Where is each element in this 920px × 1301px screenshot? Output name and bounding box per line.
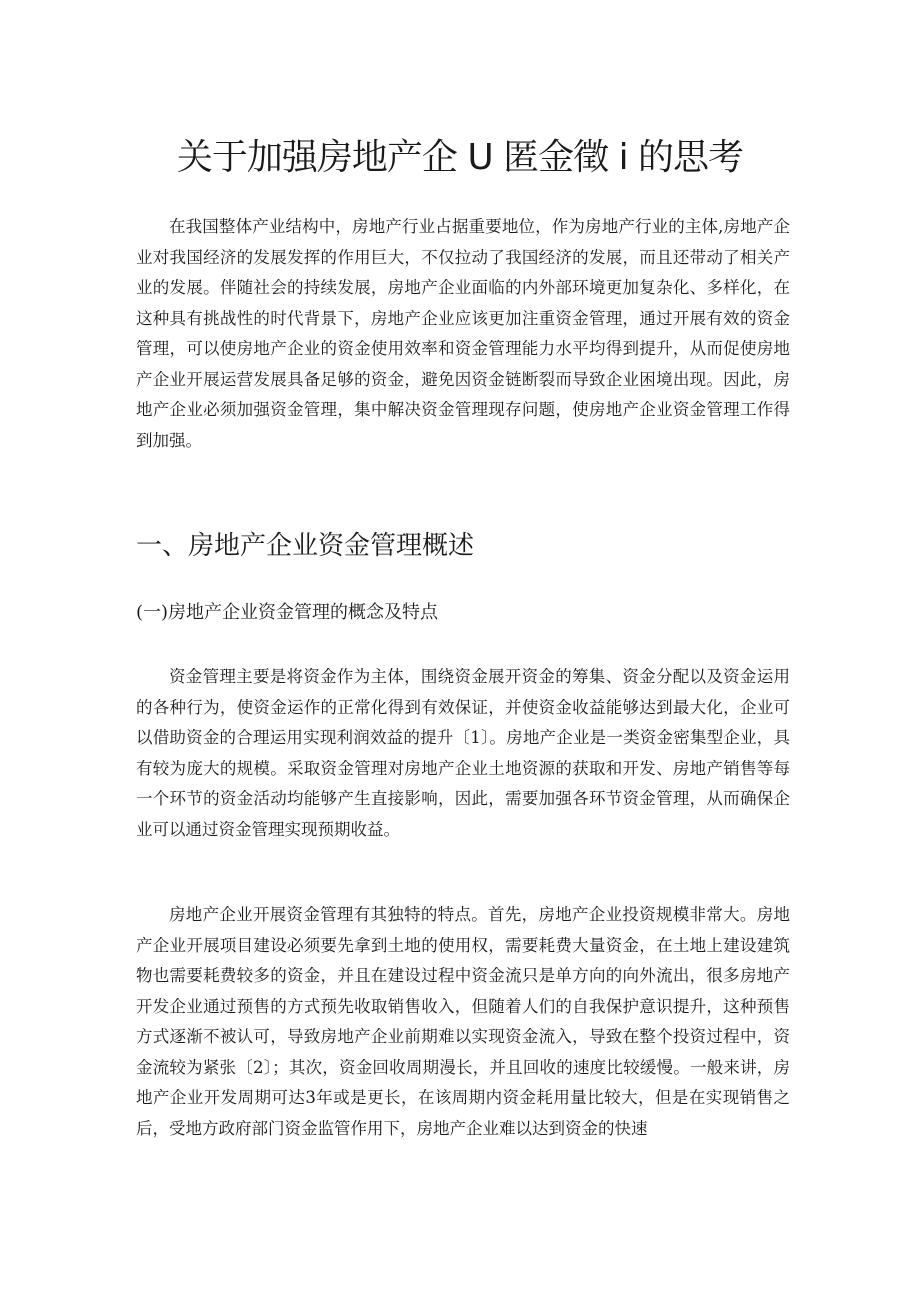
intro-paragraph: 在我国整体产业结构中，房地产行业占据重要地位，作为房地产行业的主体,房地产企业对我国经济的发展发挥的作用巨大，不仅拉动了我国经济的发展，而且还带动了相关产业的发展。伴随社会的持续发展，房地产企业面临的内外部环境更加复杂化、多样化，在这种具有挑战性的时代背景下，房地产企业应该更加注重资金管理，通过开展有效的资金管理，可以使房地产企业的资金使用效率和资金管理能力水平均得到提升，从而促使房地产企业开展运营发展具备足够的资金，避免因资金链断裂而导致企业困境出现。因此，房地产企业必须加强资金管理，集中解决资金管理现存问题，使房地产企业资金管理工作得到加强。 — [136, 217, 790, 450]
concept-paragraph: 资金管理主要是将资金作为主体，围绕资金展开资金的筹集、资金分配以及资金运用的各种行为，使资金运作的正常化得到有效保证，并使资金收益能够达到最大化，企业可以借助资金的合理运用实现利润效益的提升〔1〕。房地产企业是一类资金密集型企业，具有较为庞大的规模。采取资金管理对房地产企业土地资源的获取和开发、房地产销售等每一个环节的资金活动均能够产生直接影响，因此，需要加强各环节资金管理，从而确保企业可以通过资金管理实现预期收益。 — [136, 667, 790, 839]
subsection-heading: (一)房地产企业资金管理的概念及特点 — [136, 602, 439, 623]
features-paragraph: 房地产企业开展资金管理有其独特的特点。首先，房地产企业投资规模非常大。房地产企业开展项目建设必须要先拿到土地的使用权，需要耗费大量资金，在土地上建设建筑物也需要耗费较多的资金，并且在建设过程中资金流只是单方向的向外流出，很多房地产开发企业通过预售的方式预先收取销售收入，但随着人们的自我保护意识提升，这种预售方式逐渐不被认可，导致房地产企业前期难以实现资金流入，导致在整个投资过程中，资金流较为紧张〔2〕；其次，资金回收周期漫长，并且回收的速度比较缓慢。一般来讲，房地产企业开发周期可达3年或是更长，在该周期内资金耗用量比较大，但是在实现销售之后，受地方政府部门资金监管作用下，房地产企业难以达到资金的快速 — [136, 905, 790, 1138]
document-title: 关于加强房地产企 U 匿金徵 i 的思考 — [176, 137, 744, 178]
section-heading: 一、房地产企业资金管理概述 — [136, 531, 475, 561]
